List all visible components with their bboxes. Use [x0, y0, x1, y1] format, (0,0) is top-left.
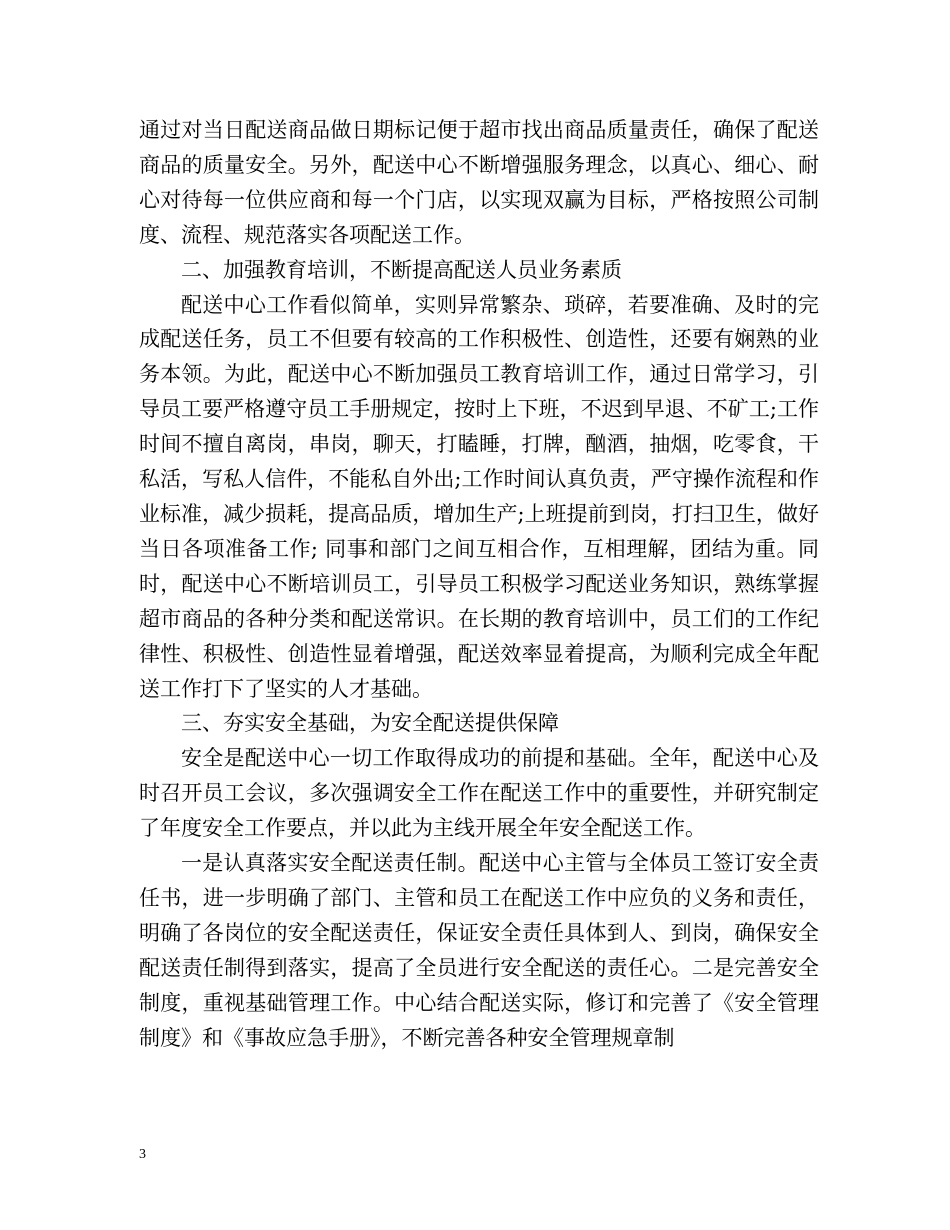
body-text [139, 113, 819, 1055]
paragraph-safety-responsibility: 一是认真落实安全配送责任制。配送中心主管与全体员工签订安全责任书，进一步明确了部门、主管和员工在配送工作中应负的义务和责任，明确了各岗位的安全配送责任，保证安全责任具体到人、到岗，确保安全配送责任制得到落实，提高了全员进行安全配送的责任心。二是完善安全制度，重视基础管理工作。中心结合配送实际，修订和完善了《安全管理制度》和《事故应急手册》，不断完善各种安全管理规章制 [139, 851, 819, 1050]
paragraph-training: 配送中心工作看似简单，实则异常繁杂、琐碎，若要准确、及时的完成配送任务，员工不但要有较高的工作积极性、创造性，还要有娴熟的业务本领。为此，配送中心不断加强员工教育培训工作，通过日常学习，引导员工要严格遵守员工手册规定，按时上下班，不迟到早退、不矿工;工作时间不擅自离岗，串岗，聊天，打瞌睡，打牌，酗酒，抽烟，吃零食，干私活，写私人信件，不能私自外出;工作时间认真负责，严守操作流程和作业标准，减少损耗，提高品质，增加生产;上班提前到岗，打扫卫生，做好当日各项准备工作; 同事和部门之间互相合作，互相理解，团结为重。同时，配送中心不断培训员工，引导员工积极学习配送业务知识，熟练掌握超市商品的各种分类和配送常识。在长期的教育培训中，员工们的工作纪律性、积极性、创造性显着增强，配送效率显着提高，为顺利完成全年配送工作打下了坚实的人才基础。 [139, 292, 819, 701]
paragraph-continuation: 通过对当日配送商品做日期标记便于超市找出商品质量责任，确保了配送商品的质量安全。另外，配送中心不断增强服务理念，以真心、细心、耐心对待每一位供应商和每一个门店，以实现双赢为目标，严格按照公司制度、流程、规范落实各项配送工作。 [139, 118, 819, 247]
section-heading-safety-foundation: 三、夯实安全基础，为安全配送提供保障 [181, 711, 559, 736]
paragraph-safety-overview: 安全是配送中心一切工作取得成功的前提和基础。全年，配送中心及时召开员工会议，多次强调安全工作在配送工作中的重要性，并研究制定了年度安全工作要点，并以此为主线开展全年安全配送工作。 [139, 746, 819, 841]
page-number: 3 [139, 1147, 146, 1162]
section-heading-education-training: 二、加强教育培训，不断提高配送人员业务素质 [181, 257, 622, 282]
